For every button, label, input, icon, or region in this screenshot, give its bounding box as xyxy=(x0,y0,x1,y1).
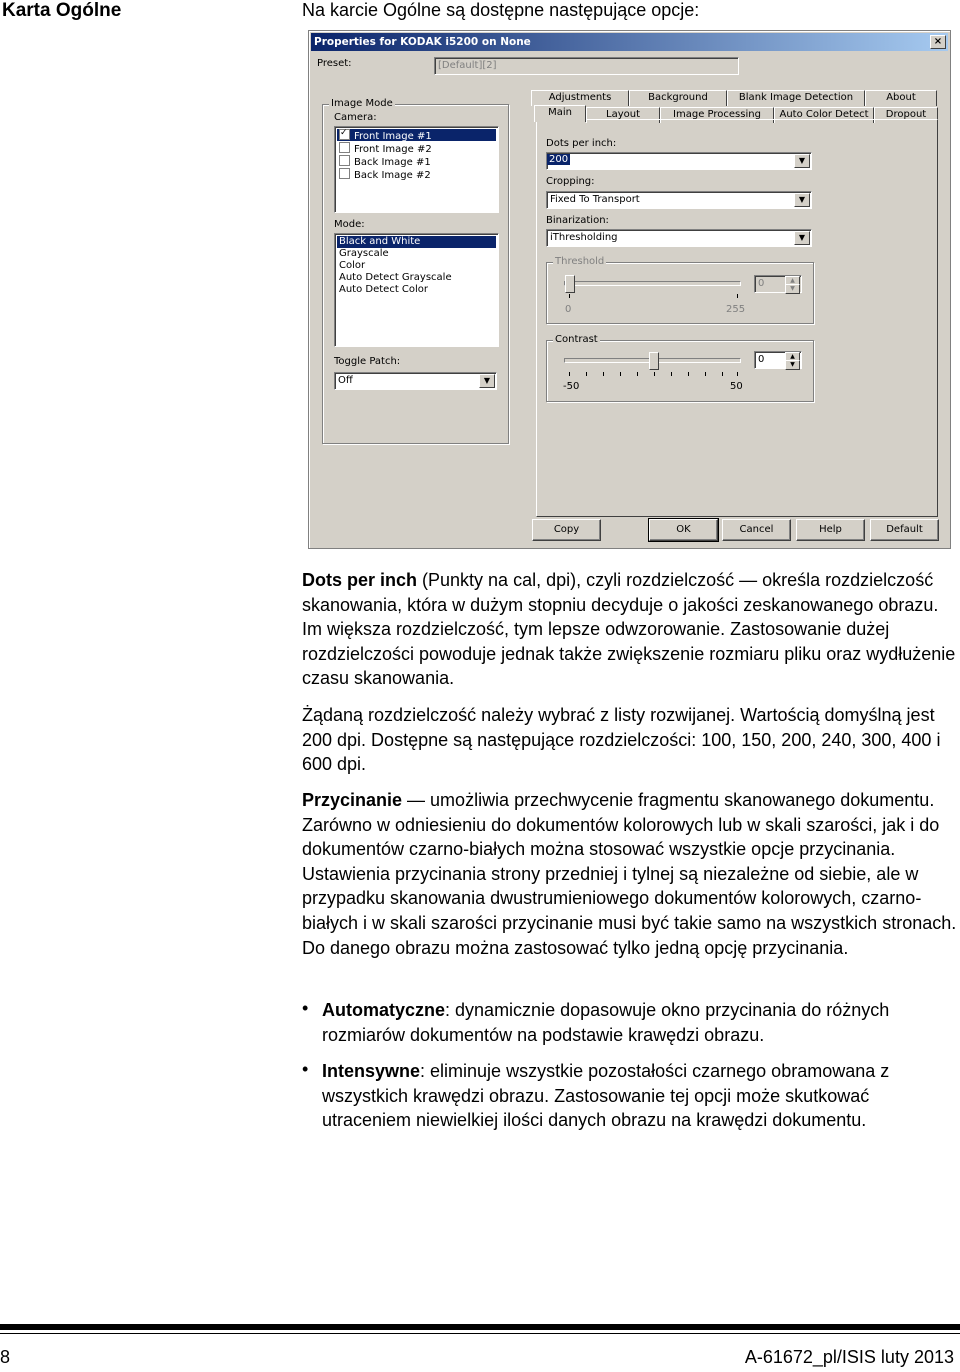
ok-button[interactable]: OK xyxy=(649,519,718,541)
preset-label: Preset: xyxy=(317,58,352,69)
copy-button[interactable]: Copy xyxy=(532,519,601,541)
dropdown-arrow-icon[interactable]: ▼ xyxy=(794,231,810,245)
tick-mark xyxy=(722,372,723,376)
term-dots-per-inch: Dots per inch xyxy=(302,570,418,590)
threshold-value-field[interactable]: 0 ▲ ▼ xyxy=(754,275,802,293)
contrast-slider-thumb[interactable] xyxy=(649,352,659,370)
default-button[interactable]: Default xyxy=(870,519,939,541)
tab-about[interactable]: About xyxy=(865,90,937,106)
contrast-group-title: Contrast xyxy=(555,334,598,345)
tick-mark xyxy=(637,372,638,376)
camera-label: Camera: xyxy=(334,112,377,123)
mode-item[interactable]: Auto Detect Color xyxy=(339,284,429,295)
spin-down-icon[interactable]: ▼ xyxy=(785,360,800,370)
dialog-titlebar xyxy=(311,33,948,51)
tab-auto-color-detect[interactable]: Auto Color Detect xyxy=(774,107,874,123)
footer-rule xyxy=(0,1324,960,1330)
tick-mark xyxy=(654,372,655,376)
tick-mark xyxy=(671,372,672,376)
tab-background[interactable]: Background xyxy=(629,90,727,106)
term-automatic: Automatyczne xyxy=(322,1000,446,1020)
toggle-patch-select[interactable]: Off ▼ xyxy=(334,372,497,390)
preset-value: [Default][2] xyxy=(438,60,497,71)
binarization-select[interactable]: iThresholding ▼ xyxy=(546,229,812,247)
contrast-group xyxy=(546,334,814,402)
tick-mark xyxy=(569,294,570,298)
tab-dropout[interactable]: Dropout xyxy=(874,107,938,123)
term-cropping: Przycinanie xyxy=(302,790,403,810)
preset-field[interactable] xyxy=(434,57,739,75)
tick-mark xyxy=(586,372,587,376)
threshold-slider-thumb[interactable] xyxy=(565,275,575,293)
spin-up-icon[interactable]: ▲ xyxy=(785,352,800,362)
checkbox-icon[interactable] xyxy=(339,142,350,153)
threshold-slider-track[interactable] xyxy=(564,281,741,286)
mode-item[interactable]: Grayscale xyxy=(339,248,389,259)
intro-text: Na karcie Ogólne są dostępne następujące opcje: xyxy=(302,0,700,20)
checkbox-icon[interactable] xyxy=(339,155,350,166)
dpi-select[interactable]: 200 ▼ xyxy=(546,152,812,170)
tick-mark xyxy=(737,372,738,376)
mode-label: Mode: xyxy=(334,219,365,230)
bullet-automatic: Automatyczne: dynamicznie dopasowuje okno przycinania do różnych rozmiarów dokumentów na podstawie krawędzi obrazu. xyxy=(322,1000,890,1045)
cropping-select[interactable]: Fixed To Transport ▼ xyxy=(546,191,812,209)
dropdown-arrow-icon[interactable]: ▼ xyxy=(794,154,810,168)
paragraph-dpi: Dots per inch (Punkty na cal, dpi), czyli rozdzielczość — określa rozdzielczość skanowania, która w dużym stopniu decyduje o jakości zeskanowanego obrazu. Im większa rozdzielczość, tym lepsze odwzorowanie. Zastosowanie dużej rozdzielczości powoduje jednak także zwiększenie rozmiaru pliku oraz wydłużenie czasu skanowania. xyxy=(302,570,956,689)
page-number: 8 xyxy=(0,1347,11,1367)
camera-item[interactable]: Front Image #2 xyxy=(337,142,496,154)
tab-main[interactable]: Main xyxy=(534,105,586,122)
term-aggressive: Intensywne xyxy=(322,1061,421,1081)
spin-down-icon[interactable]: ▼ xyxy=(785,284,800,294)
dpi-label: Dots per inch: xyxy=(546,138,617,149)
cropping-label: Cropping: xyxy=(546,176,595,187)
image-mode-group-title: Image Mode xyxy=(331,98,393,109)
tab-layout[interactable]: Layout xyxy=(586,107,660,123)
camera-item[interactable]: ✓Front Image #1 xyxy=(337,129,496,141)
contrast-min: -50 xyxy=(563,381,580,392)
tick-mark xyxy=(603,372,604,376)
cancel-button[interactable]: Cancel xyxy=(722,519,791,541)
toggle-patch-label: Toggle Patch: xyxy=(334,356,401,367)
mode-item[interactable]: Black and White xyxy=(337,236,496,248)
threshold-group-title: Threshold xyxy=(555,256,605,267)
paragraph-cropping: Przycinanie — umożliwia przechwycenie fragmentu skanowanego dokumentu. Zarówno w odniesieniu do dokumentów kolorowych lub w skali szarości, jak i do dokumentów czarno-białych można stosować wszystkie opcje przycinania. Ustawienia przycinania strony przedniej i tylnej są niezależne od siebie, ale w przypadku skanowania dwustrumieniowego dokumentów kolorowych, czarno-białych i w skali szarości przycinanie musi być takie samo na wszystkich stronach. Do danego obrazu można zastosować tylko jedną opcję przycinania. xyxy=(302,790,957,958)
mode-list[interactable] xyxy=(334,233,499,347)
tick-mark xyxy=(620,372,621,376)
spin-up-icon[interactable]: ▲ xyxy=(785,276,800,286)
tab-blank-image-detection[interactable]: Blank Image Detection xyxy=(727,90,865,106)
bullet-icon: • xyxy=(302,1059,309,1079)
paragraph-dpi-choice: Żądaną rozdzielczość należy wybrać z listy rozwijanej. Wartością domyślną jest 200 dpi. Dostępne są następujące rozdzielczości: 100, 150, 200, 240, 300, 400 i 600 dpi. xyxy=(302,705,941,775)
checkbox-checked-icon[interactable] xyxy=(339,129,350,140)
footer-rule-thin xyxy=(0,1333,960,1334)
dropdown-arrow-icon[interactable]: ▼ xyxy=(794,193,810,207)
tick-mark xyxy=(569,372,570,376)
contrast-value-field[interactable]: 0 ▲ ▼ xyxy=(754,351,802,369)
tick-mark xyxy=(737,294,738,298)
properties-dialog xyxy=(308,30,951,549)
close-button[interactable]: × xyxy=(930,35,946,49)
camera-item[interactable]: Back Image #1 xyxy=(337,155,496,167)
bullet-icon: • xyxy=(302,998,309,1018)
tab-image-processing[interactable]: Image Processing xyxy=(660,107,774,123)
checkbox-icon[interactable] xyxy=(339,168,350,179)
mode-item[interactable]: Color xyxy=(339,260,366,271)
binarization-label: Binarization: xyxy=(546,215,609,226)
tick-mark xyxy=(705,372,706,376)
bullet-aggressive: Intensywne: eliminuje wszystkie pozostałości czarnego obramowana z wszystkich krawędzi obrazu. Zastosowanie tej opcji może skutkować utraceniem niewielkiej ilości danych obrazu na krawędzi dokumentu. xyxy=(322,1061,890,1131)
camera-item[interactable]: Back Image #2 xyxy=(337,168,496,180)
tick-mark xyxy=(688,372,689,376)
threshold-min: 0 xyxy=(565,304,572,315)
document-id: A-61672_pl/ISIS luty 2013 xyxy=(744,1347,954,1367)
dialog-title: Properties for KODAK i5200 on None xyxy=(314,36,531,48)
camera-list[interactable] xyxy=(334,126,499,213)
tab-adjustments[interactable]: Adjustments xyxy=(531,90,629,106)
threshold-max: 255 xyxy=(726,304,746,315)
mode-item[interactable]: Auto Detect Grayscale xyxy=(339,272,452,283)
contrast-max: 50 xyxy=(730,381,743,392)
section-title: Karta Ogólne xyxy=(2,0,122,21)
help-button[interactable]: Help xyxy=(796,519,865,541)
threshold-group xyxy=(546,256,814,324)
dropdown-arrow-icon[interactable]: ▼ xyxy=(479,374,495,388)
